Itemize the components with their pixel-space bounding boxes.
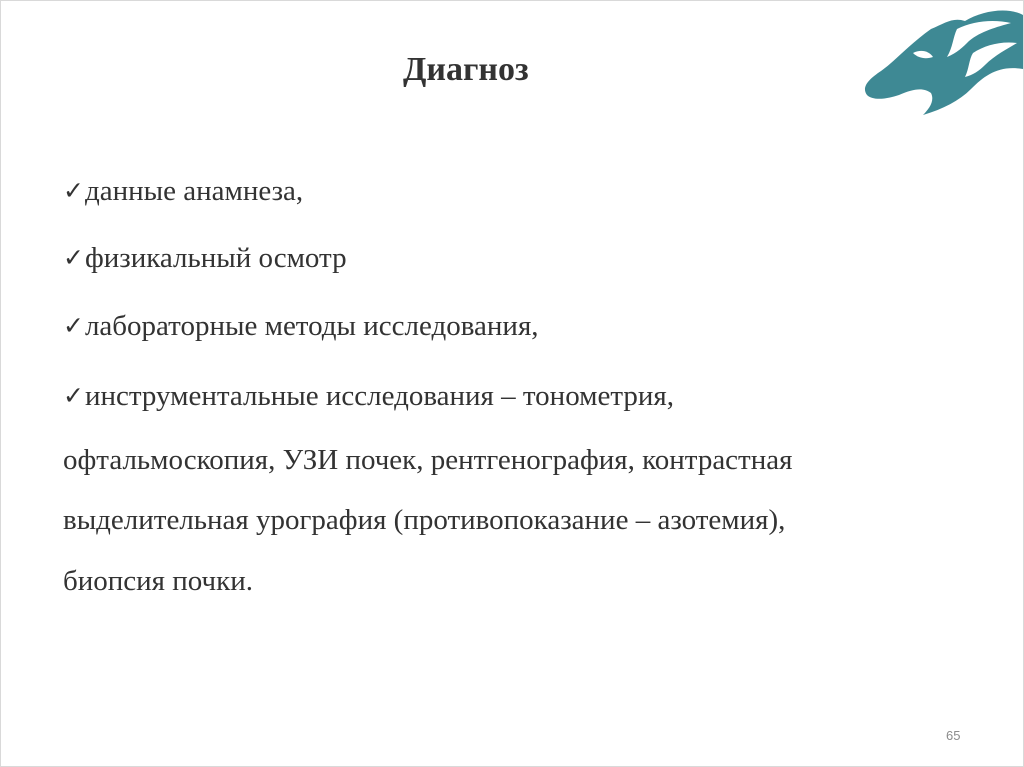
check-mark-icon: ✓ bbox=[63, 311, 84, 340]
bullet-item bbox=[63, 177, 303, 206]
bullet-continuation-line: биопсия почки. bbox=[63, 565, 253, 597]
bullet-text: данные анамнеза, bbox=[84, 175, 304, 207]
bullet-continuation-line: выделительная урография (противопоказание – азотемия), bbox=[63, 504, 786, 536]
horse-head-logo bbox=[861, 9, 1023, 125]
bullet-item bbox=[63, 382, 674, 411]
bullet-text: лабораторные методы исследования, bbox=[84, 310, 539, 342]
bullet-text: физикальный осмотр bbox=[84, 242, 347, 274]
bullet-continuation-line: офтальмоскопия, УЗИ почек, рентгенография, контрастная bbox=[63, 444, 793, 476]
check-mark-icon: ✓ bbox=[63, 176, 84, 205]
slide-title: Диагноз bbox=[403, 51, 529, 88]
bullet-item bbox=[63, 244, 347, 273]
check-mark-icon: ✓ bbox=[63, 243, 84, 272]
bullet-item bbox=[63, 312, 539, 341]
bullet-text: инструментальные исследования – тонометрия, bbox=[84, 380, 675, 412]
page-number: 65 bbox=[946, 728, 961, 743]
check-mark-icon: ✓ bbox=[63, 381, 84, 410]
